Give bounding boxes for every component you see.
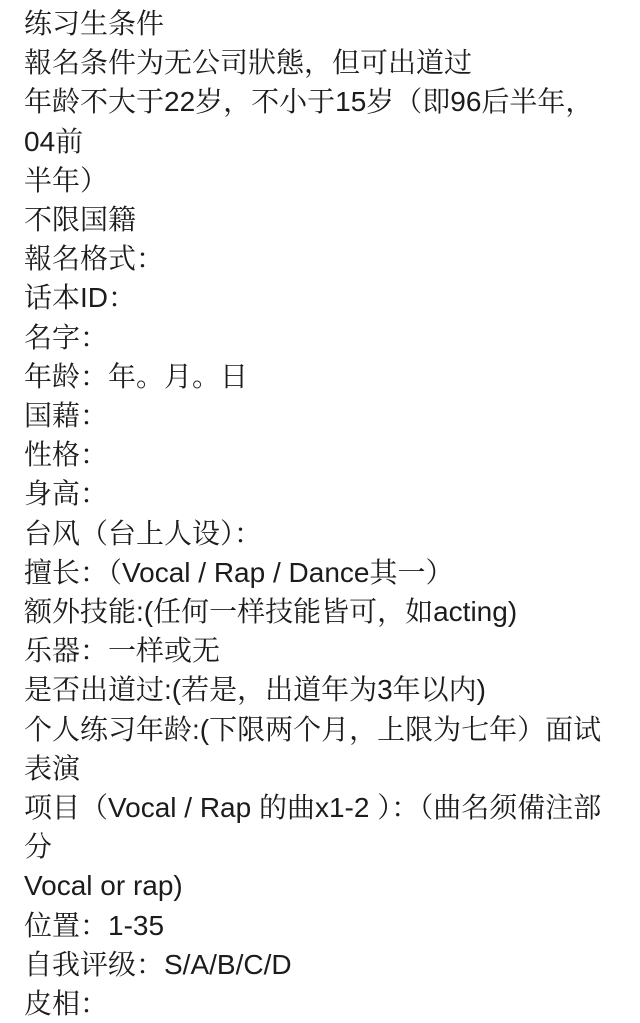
- text-line: 自我评级：S/A/B/C/D: [24, 948, 292, 980]
- text-line: 身高：: [24, 478, 109, 510]
- text-line: 名字：: [24, 321, 109, 353]
- text-line: 擅长：（Vocal / Rap / Dance其一）: [24, 556, 454, 588]
- text-line: 额外技能:(任何一样技能皆可，如acting): [24, 596, 518, 628]
- text-line: 个人练习年龄:(下限两个月，上限为七年）面试表演: [24, 713, 602, 784]
- text-line: 位置：1-35: [24, 909, 165, 941]
- text-line: 年龄不大于22岁，不小于15岁（即96后半年，04前: [24, 86, 594, 157]
- text-line: 報名条件为无公司狀態，但可出道过: [24, 47, 473, 79]
- text-line: 是否出道过:(若是，出道年为3年以内): [24, 674, 487, 706]
- page-title: 练习生条件: [24, 8, 165, 39]
- text-line: 项目（Vocal / Rap 的曲x1-2 ）：（曲名须備注部分: [24, 792, 602, 863]
- text-line: 话本ID：: [24, 282, 137, 314]
- text-line: 国藉：: [24, 400, 109, 432]
- text-line: 不限国籍: [24, 204, 137, 236]
- text-line: 台风（台上人设）：: [24, 517, 263, 549]
- text-line: 皮相：: [24, 988, 109, 1020]
- text-line: 報名格式：: [24, 243, 165, 275]
- text-line: 乐器：一样或无: [24, 635, 221, 667]
- text-line: 性格：: [24, 439, 109, 471]
- text-line: 半年）: [24, 164, 109, 196]
- text-line: 年龄：年。月。日: [24, 360, 249, 392]
- text-line: Vocal or rap): [24, 870, 183, 902]
